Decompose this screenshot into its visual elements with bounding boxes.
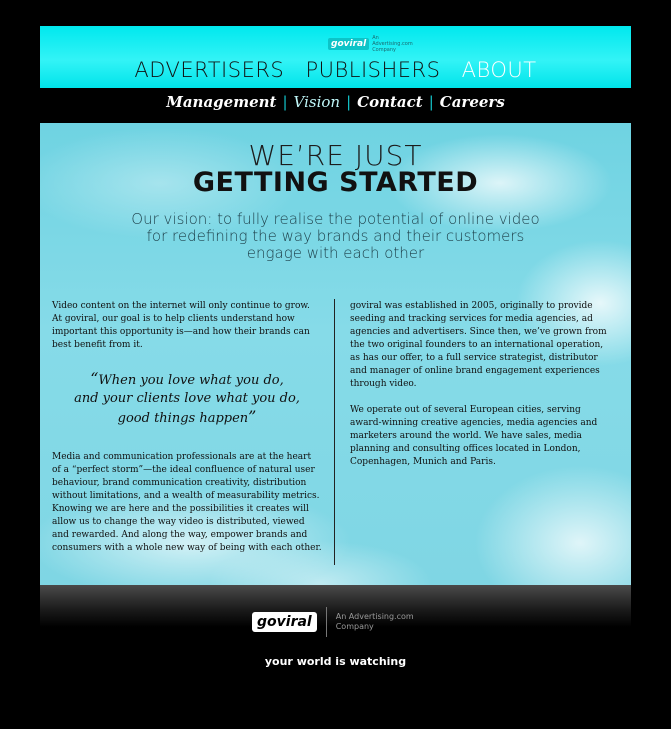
left-intro-text: Video content on the internet will only continue to grow. At goviral, our goal is to help clients understand how important this opportunity is—and how their brands can best benefit from it. [52,301,310,350]
footer-tagline: your world is watching [264,655,407,668]
quote-line-3: good things happen [117,411,249,426]
right-column [350,300,615,482]
subnav-separator: | [282,93,288,111]
subnav-careers[interactable]: Careers [439,93,505,111]
footer-logo-tagline: An Advertising.com Company [335,612,414,631]
logo-mark: goviral [328,38,369,50]
subnav-separator: | [428,93,434,111]
top-header [40,26,631,88]
left-body [52,451,322,568]
vision-statement: Our vision: to fully realise the potential of online video for redefining the way brands and their customers engage with each other [131,210,540,262]
footer-logo-mark: goviral [252,612,317,632]
subnav-separator: | [346,93,352,111]
nav-publishers[interactable]: PUBLISHERS [305,58,441,82]
footer-logo[interactable] [252,607,416,637]
quote-open-mark: “ [90,369,99,388]
column-divider [334,299,335,565]
subnav-management[interactable]: Management [166,93,277,111]
heading-light: WE’RE JUST [248,139,423,172]
logo-tagline: An Advertising.com Company [372,35,413,53]
heading-bold: GETTING STARTED [192,167,479,198]
subnav-vision[interactable]: Vision [293,93,341,111]
nav-advertisers[interactable]: ADVERTISERS [134,58,285,82]
sub-nav [40,93,631,115]
quote-line-1: When you love what you do, [98,373,284,388]
quote-close-mark: ” [248,407,257,426]
footer-logo-divider [326,607,327,637]
left-intro [52,300,322,365]
right-paragraph-1: goviral was established in 2005, originally to provide seeding and tracking services for media agencies, ad agencies and advertisers. Since then, we’ve grown from the two original founders to an international operation, as has our offer, to a full service strategist, distributor and manager of online brand engagement experiences through video. [350,301,607,389]
goviral-logo[interactable] [328,35,412,53]
pull-quote [52,370,322,428]
left-body-text: Media and communication professionals are at the heart of a “perfect storm”—the ideal confluence of natural user behaviour, brand communication creativity, distribution without limitations, and a wealth of measurability metrics. Knowing we are here and the possibilities it creates will allow us to change the way video is distributed, viewed and rewarded. And along the way, empower brands and consumers with a whole new way of being with each other. [52,452,322,553]
quote-line-2: and your clients love what you do, [74,391,300,406]
nav-about[interactable]: ABOUT [461,58,537,82]
right-paragraph-2: We operate out of several European cities, serving award-winning creative agencies, media agencies and marketers around the world. We have sales, media planning and consulting offices located in London, Copenhagen, Munich and Paris. [350,405,598,467]
main-nav [40,58,631,82]
subnav-contact[interactable]: Contact [357,93,423,111]
vision-panel [40,123,631,585]
